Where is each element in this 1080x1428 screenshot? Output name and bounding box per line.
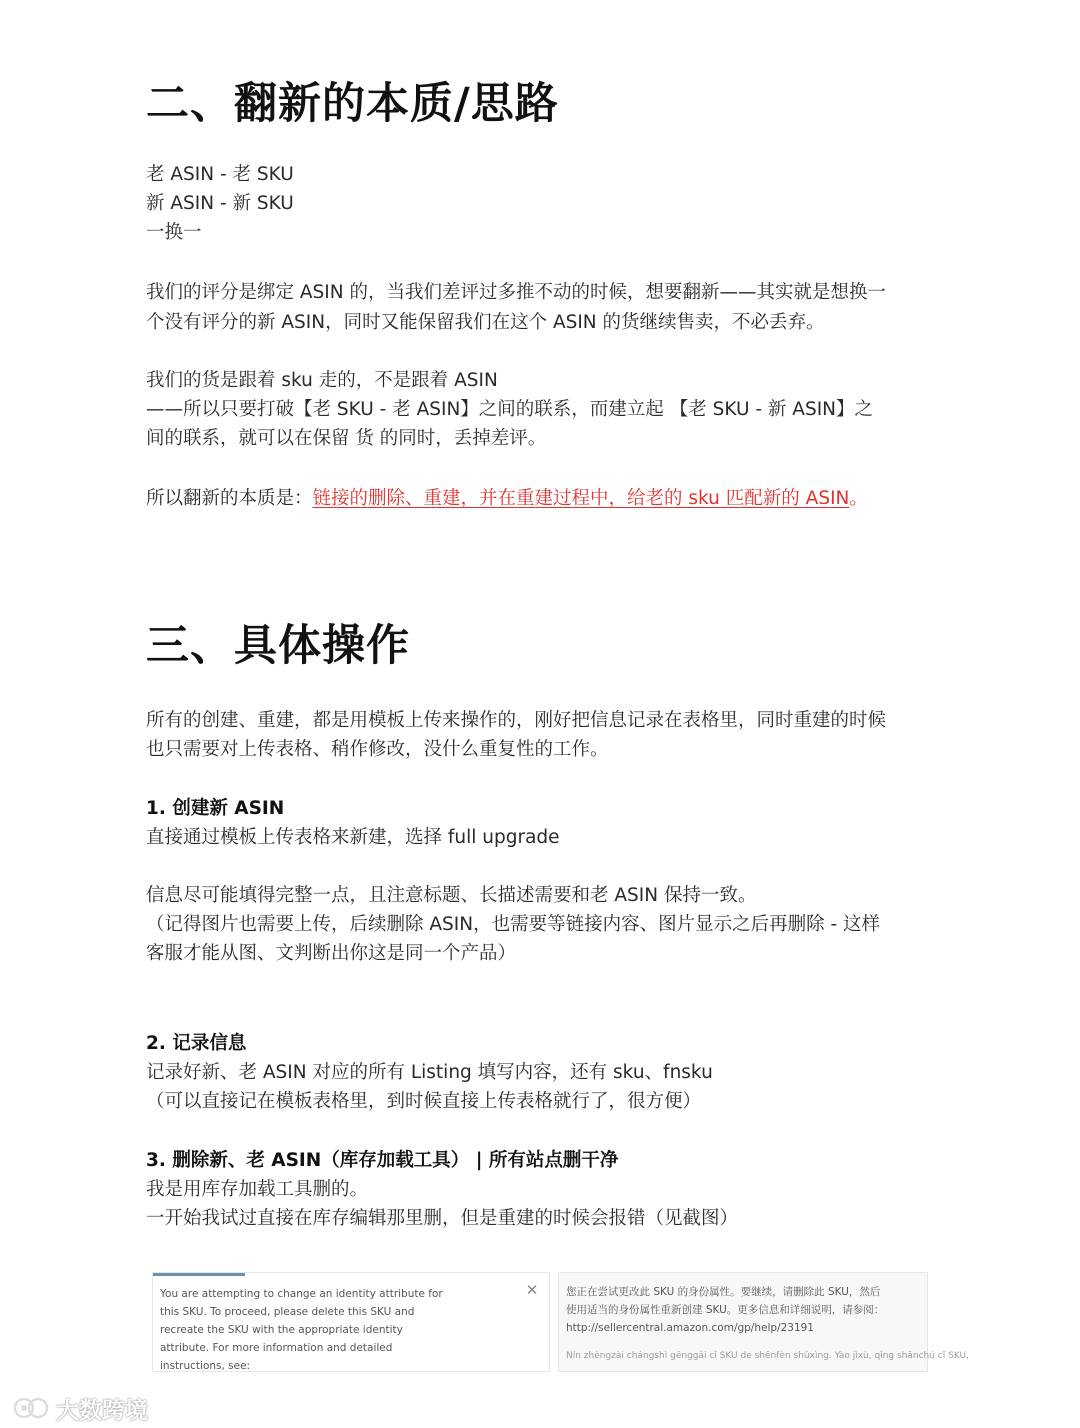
- para2-line3: 间的联系，就可以在保留 货 的同时，丢掉差评。: [146, 428, 547, 449]
- step1-title: 1. 创建新 ASIN: [146, 798, 285, 819]
- error-zh-link: http://sellercentral.amazon.com/gp/help/23191: [566, 1322, 814, 1334]
- step1-line1: 直接通过模板上传表格来新建，选择 full upgrade: [146, 827, 560, 848]
- essence-statement: [146, 484, 868, 513]
- para2-line1: 我们的货是跟着 sku 走的，不是跟着 ASIN: [146, 370, 498, 391]
- error-en-line: this SKU. To proceed, please delete this SKU and: [160, 1306, 415, 1318]
- step1-line3: （记得图片也需要上传，后续删除 ASIN，也需要等链接内容、图片显示之后再删除 - 这样: [146, 914, 881, 935]
- step1-line2: 信息尽可能填得完整一点，且注意标题、长描述需要和老 ASIN 保持一致。: [146, 885, 757, 906]
- section-3-title: 三、具体操作: [146, 621, 410, 671]
- error-zh-line: 您正在尝试更改此 SKU 的身份属性。要继续，请删除此 SKU，然后: [566, 1286, 881, 1298]
- step3-title: 3. 删除新、老 ASIN（库存加载工具） | 所有站点删干净: [146, 1150, 619, 1171]
- intro-line1: 所有的创建、重建，都是用模板上传来操作的，刚好把信息记录在表格里，同时重建的时候: [146, 710, 887, 731]
- error-message-english: [160, 1285, 443, 1375]
- step2-line2: （可以直接记在模板表格里，到时候直接上传表格就行了，很方便）: [146, 1091, 702, 1112]
- section-2-title: 二、翻新的本质/思路: [146, 79, 559, 129]
- error-message-chinese: [566, 1283, 969, 1365]
- mapping-old: 老 ASIN - 老 SKU: [146, 164, 294, 185]
- error-pinyin-line: Nín zhèngzài chángshì gēnggǎi cǐ SKU de shēnfèn shǔxìng. Yào jìxù, qǐng shānchú cǐ SKU,: [566, 1351, 969, 1361]
- error-en-line: attribute. For more information and detailed: [160, 1342, 393, 1354]
- watermark: [12, 1390, 148, 1426]
- step1-line4: 客服才能从图、文判断出你这是同一个产品）: [146, 943, 517, 964]
- essence-suffix: 。: [849, 488, 868, 509]
- intro-line2: 也只需要对上传表格、稍作修改，没什么重复性的工作。: [146, 739, 609, 760]
- error-screenshot-chinese: [558, 1272, 969, 1372]
- error-en-line: recreate the SKU with the appropriate identity: [160, 1324, 403, 1336]
- mapping-new: 新 ASIN - 新 SKU: [146, 193, 294, 214]
- error-en-line: instructions, see:: [160, 1360, 251, 1372]
- step3-line2: 一开始我试过直接在库存编辑那里删，但是重建的时候会报错（见截图）: [146, 1208, 739, 1229]
- para1-line2: 个没有评分的新 ASIN，同时又能保留我们在这个 ASIN 的货继续售卖，不必丢弃。: [146, 312, 825, 333]
- para1-line1: 我们的评分是绑定 ASIN 的，当我们差评过多推不动的时候，想要翻新——其实就是想换一: [146, 282, 886, 303]
- para2-line2: ——所以只要打破【老 SKU - 老 ASIN】之间的联系，而建立起 【老 SKU - 新 ASIN】之: [146, 399, 874, 420]
- tab-indicator-bar: [153, 1273, 245, 1276]
- watermark-logo-icon: [12, 1393, 50, 1423]
- error-screenshot-english: [152, 1272, 550, 1372]
- essence-prefix: 所以翻新的本质是：: [146, 488, 313, 509]
- close-icon[interactable]: ✕: [525, 1281, 539, 1299]
- step2-title: 2. 记录信息: [146, 1033, 247, 1054]
- error-zh-line: 使用适当的身份属性重新创建 SKU。更多信息和详细说明，请参阅：: [566, 1304, 885, 1316]
- watermark-text: 大数跨境: [56, 1397, 148, 1424]
- step3-line1: 我是用库存加载工具删的。: [146, 1179, 369, 1200]
- error-en-line: You are attempting to change an identity attribute for: [160, 1288, 443, 1300]
- step2-line1: 记录好新、老 ASIN 对应的所有 Listing 填写内容，还有 sku、fnsku: [146, 1062, 713, 1083]
- essence-highlight: 链接的删除、重建，并在重建过程中，给老的 sku 匹配新的 ASIN: [312, 488, 850, 509]
- mapping-one-to-one: 一换一: [146, 222, 202, 243]
